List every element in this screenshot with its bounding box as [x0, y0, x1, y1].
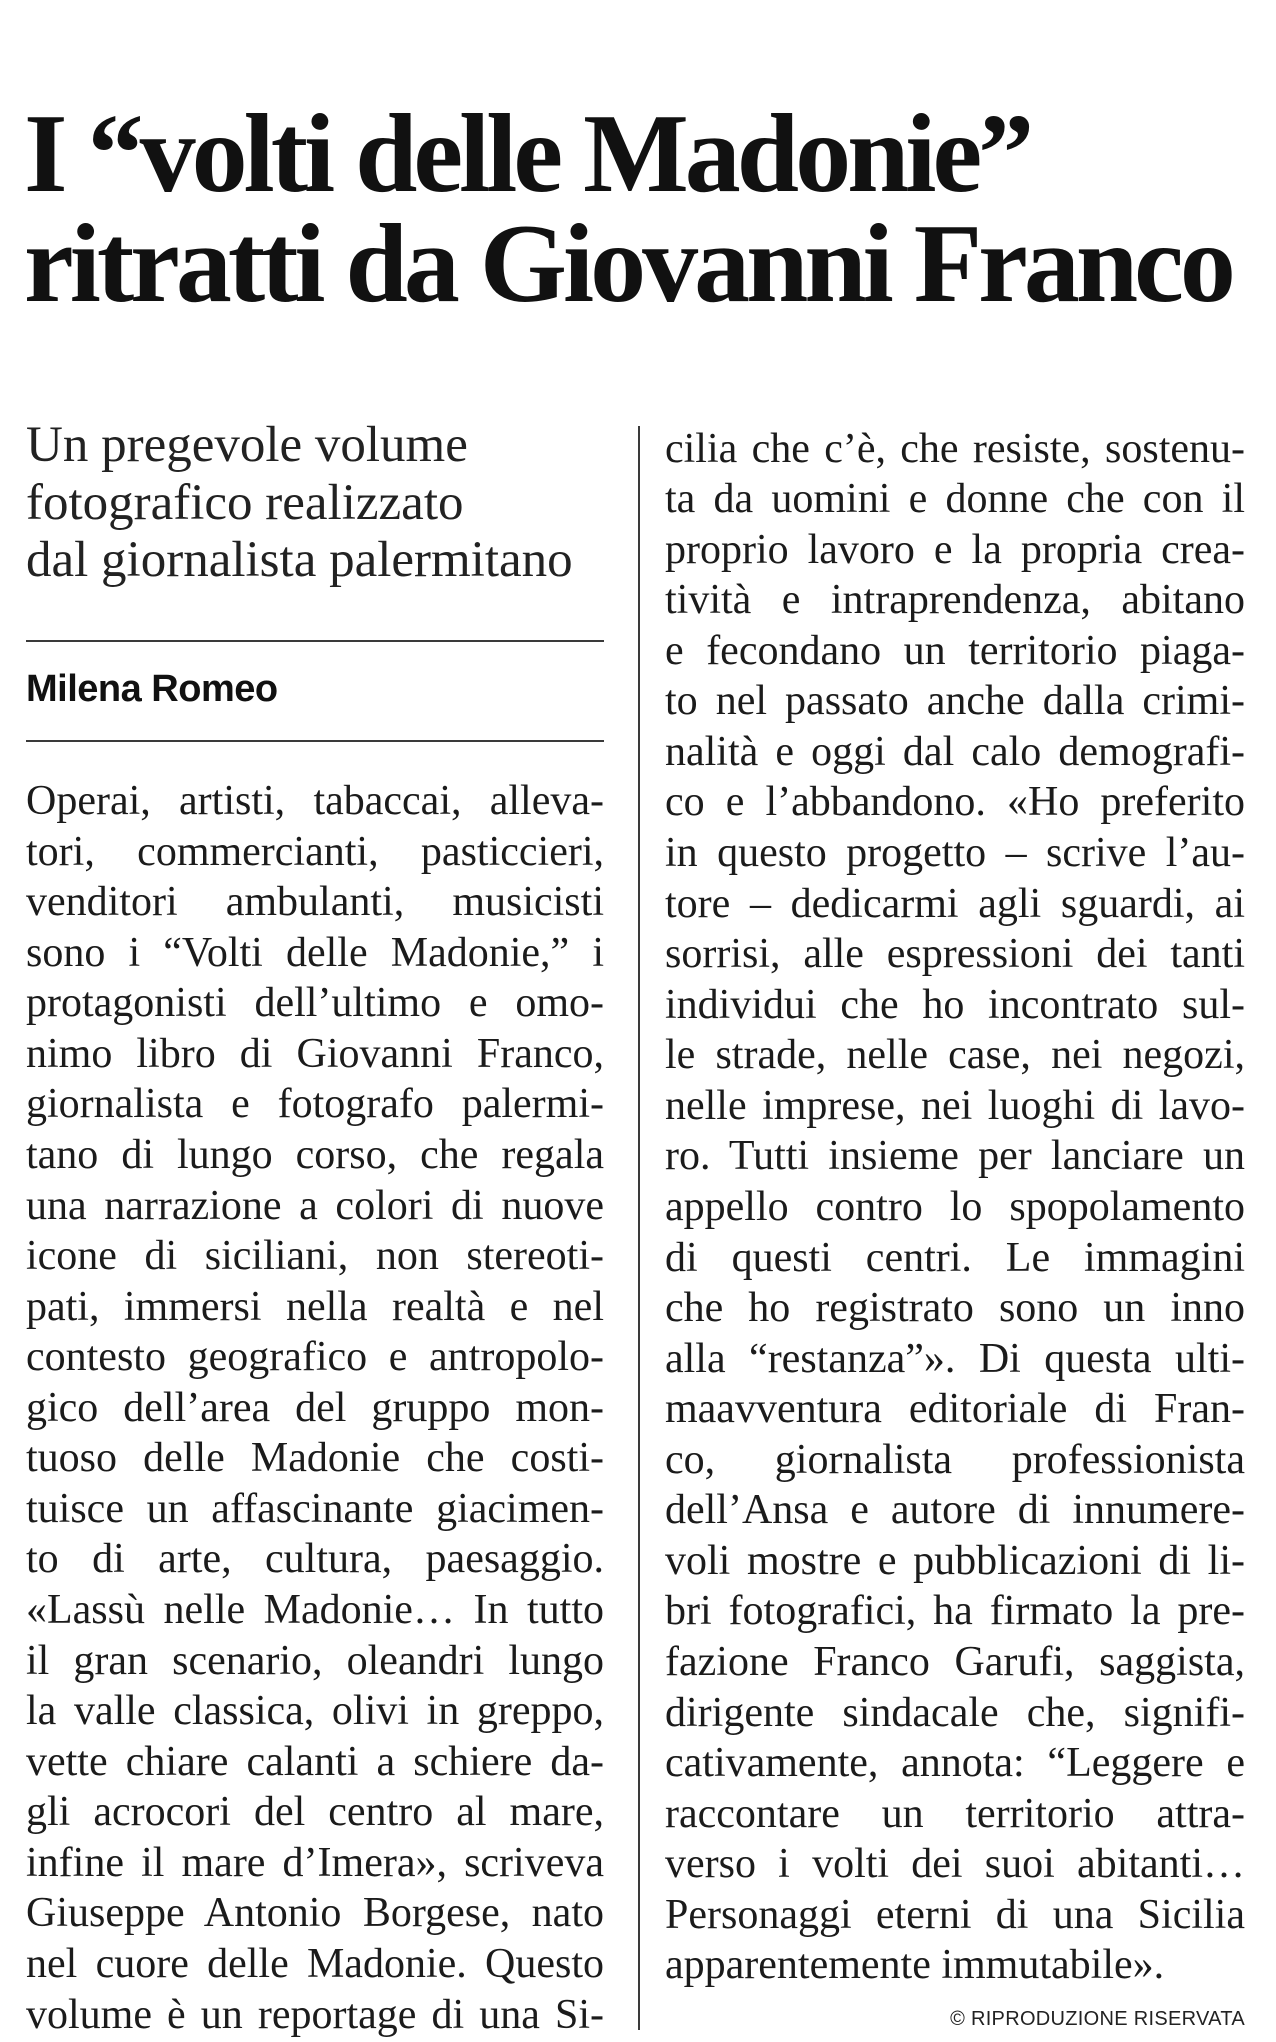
body-line: tore – dedicarmi agli sguardi, ai: [665, 880, 1245, 927]
body-line: «Lassù nelle Madonie… In tutto: [26, 1587, 604, 1633]
body-line: venditori ambulanti, musicisti: [26, 879, 604, 926]
body-line: nalità e oggi dal calo demografi-: [665, 728, 1245, 775]
divider: [26, 740, 604, 742]
body-line: pati, immersi nella realtà e nel: [26, 1283, 604, 1330]
deck-line: Un pregevole volume: [26, 417, 468, 473]
body-line: ta da uomini e donne che con il: [665, 476, 1245, 523]
body-line: to di arte, cultura, paesaggio.: [26, 1536, 604, 1583]
body-line: in questo progetto – scrive l’au-: [665, 830, 1245, 876]
body-line: gico dell’area del gruppo mon-: [26, 1384, 604, 1431]
body-line: e fecondano un territorio piaga-: [665, 627, 1245, 674]
body-line: maavventura editoriale di Fran-: [665, 1386, 1245, 1433]
body-line: tuisce un affascinante giacimen-: [26, 1485, 604, 1532]
body-line: il gran scenario, oleandri lungo: [26, 1637, 604, 1684]
body-line: appello contro lo spopolamento: [665, 1183, 1245, 1230]
body-line: dirigente sindacale che, signifi-: [665, 1689, 1245, 1736]
divider: [26, 640, 604, 642]
body-line: cativamente, annota: “Leggere e: [665, 1740, 1245, 1787]
body-line: contesto geografico e antropolo-: [26, 1334, 604, 1381]
body-line: Operai, artisti, tabaccai, alleva-: [26, 778, 604, 824]
body-line: to nel passato anche dalla crimi-: [665, 678, 1245, 725]
body-line: raccontare un territorio attra-: [665, 1790, 1245, 1837]
body-line: la valle classica, olivi in greppo,: [26, 1688, 604, 1735]
body-line: sorrisi, alle espressioni dei tanti: [665, 931, 1245, 978]
headline: [24, 92, 1264, 326]
deck-line: fotografico realizzato: [26, 474, 464, 531]
body-line: icone di siciliani, non stereoti-: [26, 1233, 604, 1280]
headline-line: ritratti da Giovanni Franco: [24, 202, 1232, 326]
body-line: tività e intraprendenza, abitano: [665, 577, 1245, 624]
body-line: dell’Ansa e autore di innumere-: [665, 1487, 1245, 1534]
body-line: volume è un reportage di una Si-: [26, 1991, 604, 2038]
body-line: bri fotografici, ha firmato la pre-: [665, 1588, 1245, 1635]
body-line: co e l’abbandono. «Ho preferito: [665, 779, 1245, 826]
body-line: individui che ho incontrato sul-: [665, 981, 1245, 1028]
body-line: protagonisti dell’ultimo e omo-: [26, 980, 604, 1027]
body-line: proprio lavoro e la propria crea-: [665, 526, 1245, 573]
body-line: infine il mare d’Imera», scriveva: [26, 1839, 604, 1886]
copyright-notice: © RIPRODUZIONE RISERVATA: [950, 2008, 1245, 2030]
body-line: gli acrocori del centro al mare,: [26, 1789, 604, 1836]
body-line: alla “restanza”». Di questa ulti-: [665, 1335, 1245, 1382]
column-divider: [638, 426, 640, 2030]
body-line: vette chiare calanti a schiere da-: [26, 1738, 604, 1785]
body-line: tuoso delle Madonie che costi-: [26, 1435, 604, 1482]
body-line: tori, commercianti, pasticcieri,: [26, 828, 604, 875]
body-line: verso i volti dei suoi abitanti…: [665, 1841, 1245, 1888]
body-line: sono i “Volti delle Madonie,” i: [26, 929, 604, 976]
body-line: cilia che c’è, che resiste, sostenu-: [665, 425, 1245, 472]
article-column-right: [665, 424, 1245, 1991]
article-column-left: [26, 776, 604, 2040]
body-line: apparentemente immutabile».: [665, 1942, 1165, 1989]
body-line: co, giornalista professionista: [665, 1436, 1245, 1483]
body-line: nel cuore delle Madonie. Questo: [26, 1940, 604, 1987]
body-line: nelle imprese, nei luoghi di lavo-: [665, 1082, 1245, 1129]
body-line: tano di lungo corso, che regala: [26, 1131, 604, 1178]
body-line: Giuseppe Antonio Borgese, nato: [26, 1890, 604, 1937]
body-line: le strade, nelle case, nei negozi,: [665, 1032, 1245, 1079]
byline: Milena Romeo: [26, 668, 278, 710]
body-line: ro. Tutti insieme per lanciare un: [665, 1133, 1245, 1180]
body-line: una narrazione a colori di nuove: [26, 1182, 604, 1229]
body-line: Personaggi eterni di una Sicilia: [665, 1891, 1245, 1938]
body-line: nimo libro di Giovanni Franco,: [26, 1030, 604, 1077]
body-line: giornalista e fotografo palermi-: [26, 1081, 604, 1128]
body-line: di questi centri. Le immagini: [665, 1234, 1245, 1281]
deck: [26, 417, 616, 590]
deck-line: dal giornalista palermitano: [26, 532, 573, 588]
body-line: voli mostre e pubblicazioni di li-: [665, 1537, 1245, 1584]
body-line: fazione Franco Garufi, saggista,: [665, 1639, 1245, 1685]
headline-line: I “volti delle Madonie”: [24, 92, 1031, 216]
body-line: che ho registrato sono un inno: [665, 1285, 1245, 1332]
